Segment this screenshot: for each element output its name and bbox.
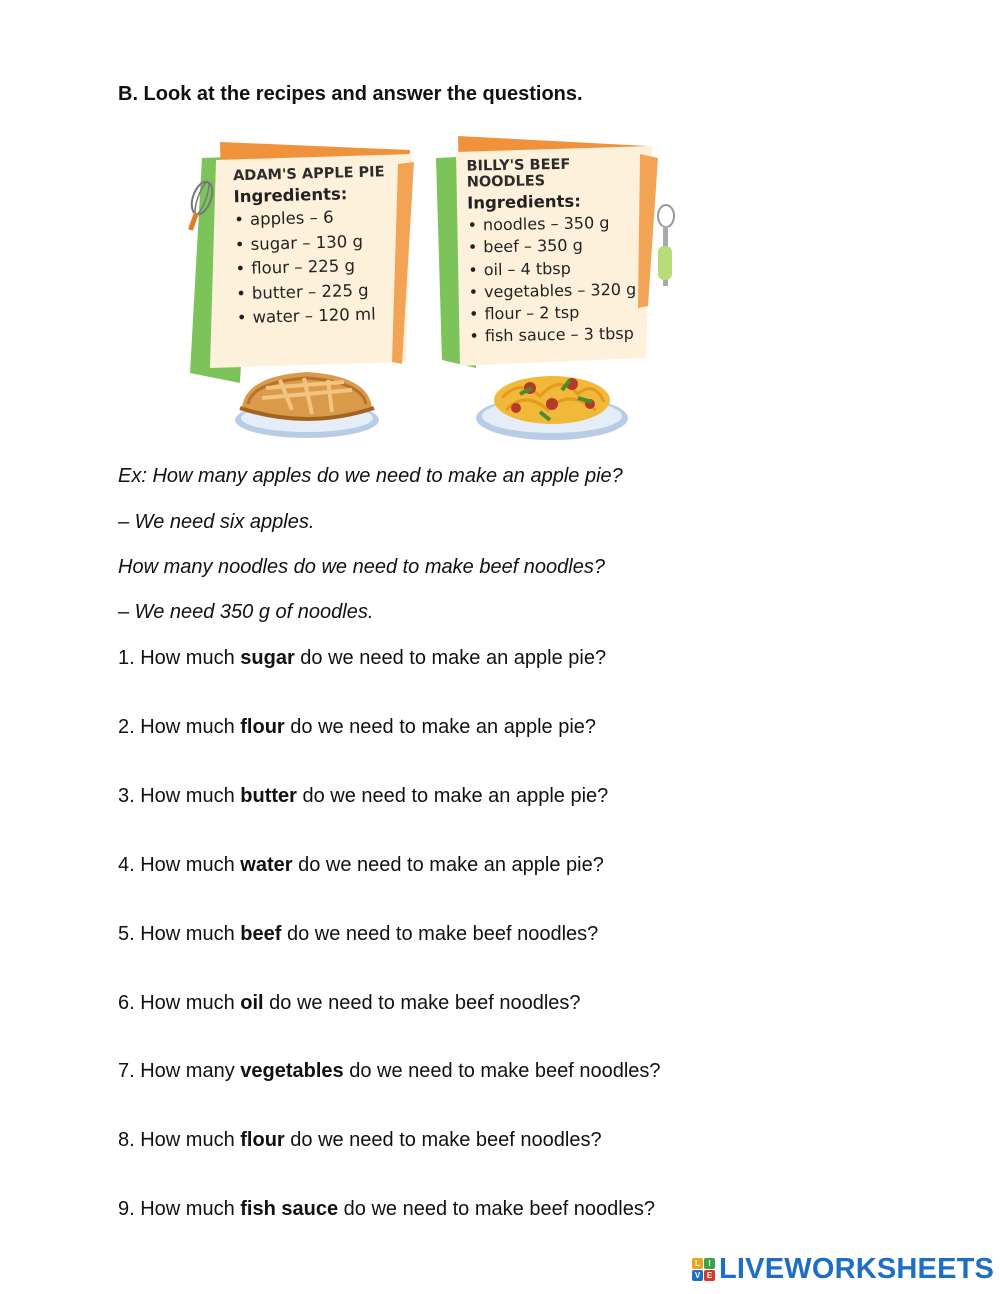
recipe-illustration (180, 128, 700, 450)
logo-badge-letter: I (704, 1258, 715, 1269)
ingredient-item: • oil – 4 tbsp (468, 256, 648, 281)
question-keyword: water (240, 854, 293, 876)
question-keyword: oil (240, 992, 264, 1014)
ingredient-item: • sugar – 130 g (235, 228, 406, 257)
question-text: 6. How much (118, 992, 241, 1014)
apple-pie-recipe-card (233, 164, 407, 331)
beef-noodles-recipe-card (466, 155, 649, 348)
ingredients-label: Ingredients: (466, 191, 582, 213)
recipe-title: ADAM'S APPLE PIE (232, 164, 385, 185)
question-text: 1. How much (118, 647, 241, 669)
ingredient-item: • butter – 225 g (236, 277, 407, 306)
question-4 (118, 854, 604, 877)
recipe-title: BILLY'S BEEF NOODLES (466, 156, 571, 191)
question-keyword: flour (240, 716, 285, 738)
question-text: 3. How much (118, 785, 241, 807)
question-keyword: butter (240, 785, 297, 807)
question-text: 5. How much (118, 923, 241, 945)
logo-badge-letter: V (692, 1270, 703, 1281)
example-question: How many noodles do we need to make beef noodles? (118, 556, 605, 578)
ingredient-item: • water – 120 ml (237, 302, 408, 331)
beef-noodles-icon (476, 376, 628, 440)
question-text: 4. How much (118, 854, 241, 876)
question-7 (118, 1060, 661, 1083)
example-answer: – We need six apples. (118, 511, 315, 533)
question-keyword: beef (240, 923, 282, 945)
question-1 (118, 647, 606, 670)
ingredient-item: • vegetables – 320 g (469, 278, 649, 303)
question-5 (118, 923, 598, 946)
question-text: do we need to make an apple pie? (296, 785, 609, 807)
ingredient-item: • flour – 225 g (235, 253, 406, 282)
question-keyword: vegetables (240, 1060, 344, 1082)
question-8 (118, 1129, 602, 1152)
logo-text: LIVEWORKSHEETS (719, 1252, 995, 1285)
question-6 (118, 992, 581, 1015)
question-text: do we need to make an apple pie? (284, 716, 597, 738)
liveworksheets-logo[interactable] (692, 1252, 994, 1286)
ingredient-item: • flour – 2 tsp (469, 301, 649, 326)
ingredients-label: Ingredients: (233, 184, 348, 207)
question-text: 7. How many (118, 1060, 241, 1082)
question-2 (118, 716, 596, 739)
question-text: do we need to make beef noodles? (338, 1198, 655, 1220)
question-3 (118, 785, 608, 808)
question-text: do we need to make an apple pie? (294, 647, 607, 669)
apple-pie-icon (235, 372, 379, 438)
ingredient-item: • fish sauce – 3 tbsp (469, 323, 649, 348)
question-text: 2. How much (118, 716, 241, 738)
logo-badge-letter: L (692, 1258, 703, 1269)
example-question: Ex: How many apples do we need to make an apple pie? (118, 465, 623, 487)
ingredient-list (234, 204, 407, 331)
ingredient-item: • noodles – 350 g (467, 211, 647, 236)
logo-badge-letter: E (704, 1270, 715, 1281)
question-text: 8. How much (118, 1129, 241, 1151)
question-text: do we need to make beef noodles? (281, 923, 599, 945)
question-keyword: sugar (240, 647, 295, 669)
ingredient-item: • apples – 6 (234, 204, 405, 233)
question-text: do we need to make beef noodles? (343, 1060, 661, 1082)
logo-badge-icon (692, 1258, 715, 1281)
question-text: do we need to make an apple pie? (292, 854, 604, 876)
utensils-icon (658, 205, 674, 286)
question-text: do we need to make beef noodles? (284, 1129, 602, 1151)
question-text: 9. How much (118, 1198, 241, 1220)
section-heading: B. Look at the recipes and answer the questions. (118, 83, 583, 105)
ingredient-item: • beef – 350 g (468, 234, 648, 259)
question-text: do we need to make beef noodles? (263, 992, 581, 1014)
ingredient-list (467, 211, 649, 348)
question-keyword: flour (240, 1129, 285, 1151)
question-keyword: fish sauce (240, 1198, 339, 1220)
example-answer: – We need 350 g of noodles. (118, 601, 374, 623)
question-9 (118, 1198, 655, 1221)
